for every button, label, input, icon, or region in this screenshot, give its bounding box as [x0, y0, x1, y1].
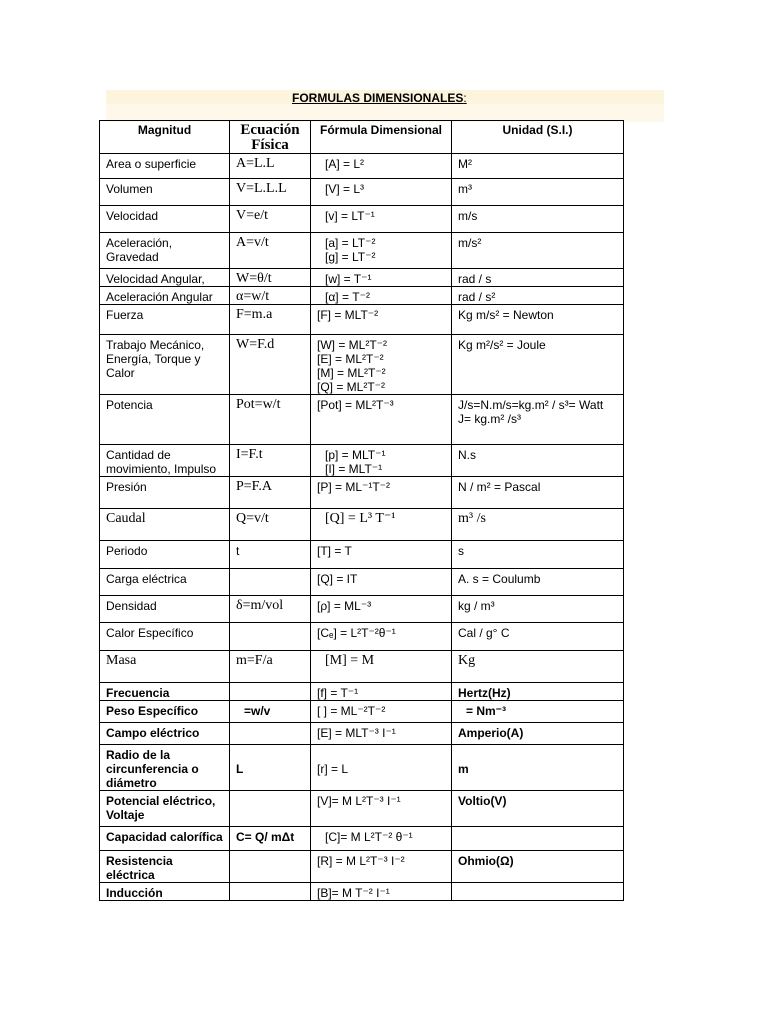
- formula-line: [w] = T⁻¹: [325, 272, 372, 286]
- cell-ecuacion: [230, 335, 311, 395]
- table-row: [100, 651, 624, 683]
- cell-magnitud: [100, 305, 230, 335]
- cell-formula: [311, 206, 452, 233]
- formula-line: [α] = T⁻²: [325, 290, 370, 304]
- cell-unidad: [452, 596, 624, 623]
- unidad-line: N.s: [458, 448, 476, 462]
- unidad-line: Kg m/s² = Newton: [458, 308, 554, 322]
- cell-magnitud: [100, 623, 230, 651]
- cell-formula: [311, 233, 452, 269]
- cell-ecuacion: [230, 206, 311, 233]
- header-formula: Fórmula Dimensional: [311, 121, 452, 154]
- cell-ecuacion: [230, 569, 311, 596]
- cell-unidad: [452, 827, 624, 851]
- ecuacion-text: Q=v/t: [236, 511, 269, 526]
- formula-line: [M] = M: [325, 653, 375, 668]
- cell-formula: [311, 883, 452, 901]
- cell-formula: [311, 287, 452, 305]
- formula-line: [Q] = IT: [317, 572, 358, 586]
- cell-magnitud: [100, 477, 230, 509]
- cell-ecuacion: [230, 477, 311, 509]
- magnitud-text: Caudal: [106, 511, 146, 526]
- cell-formula: [311, 827, 452, 851]
- cell-formula: [311, 509, 452, 541]
- cell-magnitud: [100, 651, 230, 683]
- formula-line: [P] = ML⁻¹T⁻²: [317, 480, 391, 494]
- cell-unidad: [452, 395, 624, 445]
- cell-ecuacion: [230, 827, 311, 851]
- ecuacion-text: Pot=w/t: [236, 397, 281, 412]
- cell-ecuacion: [230, 179, 311, 206]
- cell-magnitud: [100, 154, 230, 179]
- cell-unidad: [452, 269, 624, 287]
- cell-magnitud: [100, 287, 230, 305]
- cell-formula: [311, 791, 452, 827]
- cell-magnitud: [100, 827, 230, 851]
- cell-unidad: [452, 745, 624, 791]
- unidad-line: Kg: [458, 653, 476, 668]
- cell-unidad: [452, 206, 624, 233]
- formula-line: [F] = MLT⁻²: [317, 308, 379, 322]
- magnitud-text: Capacidad calorífica: [106, 830, 223, 844]
- cell-unidad: [452, 791, 624, 827]
- cell-formula: [311, 701, 452, 723]
- cell-ecuacion: [230, 305, 311, 335]
- page-title-colon: :: [463, 91, 467, 105]
- cell-formula: [311, 179, 452, 206]
- formula-line: [R] = M L²T⁻³ I⁻²: [317, 854, 405, 868]
- magnitud-text: Fuerza: [106, 308, 144, 322]
- magnitud-text: Campo eléctrico: [106, 726, 200, 740]
- magnitud-text: Masa: [106, 653, 137, 668]
- cell-magnitud: [100, 269, 230, 287]
- formula-line: [W] = ML²T⁻²: [317, 338, 387, 352]
- table-row: [100, 623, 624, 651]
- formula-line: [ρ] = ML⁻³: [317, 599, 372, 613]
- unidad-line: Ohmio(Ω): [458, 854, 514, 868]
- cell-ecuacion: [230, 791, 311, 827]
- cell-ecuacion: [230, 445, 311, 477]
- header-ecuacion: Ecuación Física: [230, 121, 311, 154]
- cell-magnitud: [100, 445, 230, 477]
- table-row: [100, 883, 624, 901]
- cell-ecuacion: [230, 287, 311, 305]
- cell-ecuacion: [230, 541, 311, 569]
- magnitud-text: Calor Específico: [106, 626, 194, 640]
- ecuacion-text: V=e/t: [236, 208, 268, 223]
- cell-formula: [311, 851, 452, 883]
- cell-unidad: [452, 623, 624, 651]
- magnitud-text: Resistencia eléctrica: [106, 854, 173, 882]
- cell-formula: [311, 723, 452, 745]
- magnitud-text: Frecuencia: [106, 686, 170, 700]
- ecuacion-text: W=θ/t: [236, 271, 272, 286]
- formula-line: [p] = MLT⁻¹: [325, 448, 386, 462]
- ecuacion-text: m=F/a: [236, 653, 273, 668]
- unidad-line: m³ /s: [458, 511, 486, 526]
- cell-ecuacion: [230, 596, 311, 623]
- ecuacion-text: t: [236, 544, 240, 558]
- ecuacion-text: W=F.d: [236, 337, 275, 352]
- cell-formula: [311, 745, 452, 791]
- magnitud-text: Area o superficie: [106, 157, 197, 171]
- cell-ecuacion: [230, 269, 311, 287]
- cell-magnitud: [100, 791, 230, 827]
- cell-magnitud: [100, 179, 230, 206]
- unidad-line: J/s=N.m/s=kg.m² / s³= Watt: [458, 398, 604, 412]
- magnitud-text: Volumen: [106, 182, 153, 196]
- magnitud-text: Velocidad: [106, 209, 159, 223]
- magnitud-text: Cantidad de movimiento, Impulso: [106, 448, 217, 476]
- unidad-line: m/s: [458, 209, 478, 223]
- unidad-line: Amperio(A): [458, 726, 524, 740]
- magnitud-text: Aceleración, Gravedad: [106, 236, 173, 264]
- cell-magnitud: [100, 851, 230, 883]
- cell-unidad: [452, 509, 624, 541]
- table-row: [100, 233, 624, 269]
- cell-ecuacion: [230, 651, 311, 683]
- magnitud-text: Trabajo Mecánico, Energía, Torque y Calor: [106, 338, 205, 380]
- cell-formula: [311, 335, 452, 395]
- table-row: [100, 596, 624, 623]
- magnitud-text: Potencial eléctrico, Voltaje: [106, 794, 216, 822]
- magnitud-text: Inducción: [106, 886, 163, 900]
- cell-ecuacion: [230, 851, 311, 883]
- table-row: [100, 477, 624, 509]
- ecuacion-text: α=w/t: [236, 289, 270, 304]
- formula-line: [Pot] = ML²T⁻³: [317, 398, 394, 412]
- page-title-text: FORMULAS DIMENSIONALES: [292, 91, 464, 105]
- magnitud-text: Aceleración Angular: [106, 290, 213, 304]
- formula-line: [I] = MLT⁻¹: [325, 462, 383, 476]
- page-title: [292, 91, 467, 105]
- formula-line: [E] = MLT⁻³ I⁻¹: [317, 726, 396, 740]
- unidad-line: J= kg.m² /s³: [458, 412, 522, 426]
- cell-unidad: [452, 154, 624, 179]
- cell-unidad: [452, 851, 624, 883]
- cell-unidad: [452, 541, 624, 569]
- ecuacion-text: I=F.t: [236, 447, 263, 462]
- formula-line: [V] = L³: [325, 182, 365, 196]
- unidad-line: M²: [458, 157, 472, 171]
- formula-line: [r] = L: [317, 762, 349, 776]
- cell-unidad: [452, 287, 624, 305]
- cell-formula: [311, 269, 452, 287]
- formula-line: [v] = LT⁻¹: [325, 209, 375, 223]
- unidad-line: rad / s: [458, 272, 492, 286]
- unidad-line: m³: [458, 182, 472, 196]
- cell-magnitud: [100, 683, 230, 701]
- table-row: [100, 541, 624, 569]
- cell-ecuacion: [230, 395, 311, 445]
- cell-formula: [311, 305, 452, 335]
- formula-line: [E] = ML²T⁻²: [317, 352, 384, 366]
- cell-formula: [311, 395, 452, 445]
- magnitud-text: Peso Específico: [106, 704, 199, 718]
- cell-unidad: [452, 335, 624, 395]
- cell-unidad: [452, 723, 624, 745]
- formula-line: [f] = T⁻¹: [317, 686, 359, 700]
- header-magnitud: Magnitud: [100, 121, 230, 154]
- cell-formula: [311, 596, 452, 623]
- ecuacion-text: L: [236, 762, 244, 776]
- cell-ecuacion: [230, 683, 311, 701]
- cell-magnitud: [100, 883, 230, 901]
- header-unidad: Unidad (S.I.): [452, 121, 624, 154]
- table-row: [100, 509, 624, 541]
- magnitud-text: Carga eléctrica: [106, 572, 187, 586]
- table-row: [100, 206, 624, 233]
- cell-unidad: [452, 233, 624, 269]
- cell-unidad: [452, 683, 624, 701]
- unidad-line: Hertz(Hz): [458, 686, 511, 700]
- magnitud-text: Periodo: [106, 544, 148, 558]
- formula-line: [C]= M L²T⁻² θ⁻¹: [325, 830, 413, 844]
- cell-unidad: [452, 569, 624, 596]
- cell-formula: [311, 569, 452, 596]
- table-row: [100, 305, 624, 335]
- cell-magnitud: [100, 745, 230, 791]
- cell-ecuacion: [230, 701, 311, 723]
- cell-unidad: [452, 445, 624, 477]
- cell-magnitud: [100, 335, 230, 395]
- table-header-row: [100, 121, 624, 154]
- cell-ecuacion: [230, 623, 311, 651]
- formula-line: [B]= M T⁻² I⁻¹: [317, 886, 390, 900]
- magnitud-text: Velocidad Angular,: [106, 272, 205, 286]
- cell-magnitud: [100, 701, 230, 723]
- formula-line: [g] = LT⁻²: [325, 250, 376, 264]
- unidad-line: kg / m³: [458, 599, 495, 613]
- ecuacion-text: F=m.a: [236, 307, 273, 322]
- table-row: [100, 335, 624, 395]
- cell-magnitud: [100, 509, 230, 541]
- cell-ecuacion: [230, 883, 311, 901]
- cell-magnitud: [100, 206, 230, 233]
- dimensional-formulas-table: [99, 120, 624, 901]
- table-row: [100, 745, 624, 791]
- table-row: [100, 269, 624, 287]
- cell-unidad: [452, 477, 624, 509]
- formula-line: [ ] = ML⁻²T⁻²: [317, 704, 386, 718]
- cell-formula: [311, 154, 452, 179]
- unidad-line: A. s = Coulumb: [458, 572, 541, 586]
- table-row: [100, 569, 624, 596]
- ecuacion-text: P=F.A: [236, 479, 272, 494]
- unidad-line: N / m² = Pascal: [458, 480, 541, 494]
- table-row: [100, 701, 624, 723]
- unidad-line: m: [458, 762, 469, 776]
- table-row: [100, 723, 624, 745]
- ecuacion-text: =w/v: [244, 704, 271, 718]
- cell-ecuacion: [230, 745, 311, 791]
- cell-magnitud: [100, 596, 230, 623]
- formula-line: [V]= M L²T⁻³ I⁻¹: [317, 794, 401, 808]
- formula-line: [T] = T: [317, 544, 352, 558]
- table-row: [100, 445, 624, 477]
- magnitud-text: Potencia: [106, 398, 153, 412]
- ecuacion-text: V=L.L.L: [236, 181, 287, 196]
- ecuacion-text: δ=m/vol: [236, 598, 284, 613]
- cell-magnitud: [100, 723, 230, 745]
- cell-magnitud: [100, 569, 230, 596]
- unidad-line: Voltio(V): [458, 794, 507, 808]
- cell-formula: [311, 445, 452, 477]
- cell-magnitud: [100, 233, 230, 269]
- table-row: [100, 179, 624, 206]
- cell-unidad: [452, 179, 624, 206]
- cell-unidad: [452, 651, 624, 683]
- cell-formula: [311, 623, 452, 651]
- magnitud-text: Radio de la circunferencia o diámetro: [106, 748, 199, 790]
- formula-line: [M] = ML²T⁻²: [317, 366, 386, 380]
- table-row: [100, 287, 624, 305]
- table-row: [100, 791, 624, 827]
- cell-formula: [311, 651, 452, 683]
- magnitud-text: Presión: [106, 480, 147, 494]
- cell-formula: [311, 477, 452, 509]
- cell-ecuacion: [230, 723, 311, 745]
- table-row: [100, 395, 624, 445]
- formula-line: [a] = LT⁻²: [325, 236, 376, 250]
- cell-ecuacion: [230, 509, 311, 541]
- cell-magnitud: [100, 395, 230, 445]
- cell-formula: [311, 683, 452, 701]
- unidad-line: = Nm⁻³: [466, 704, 507, 718]
- cell-unidad: [452, 305, 624, 335]
- table-row: [100, 154, 624, 179]
- unidad-line: Kg m²/s² = Joule: [458, 338, 546, 352]
- unidad-line: Cal / g° C: [458, 626, 510, 640]
- formula-line: [Q] = ML²T⁻²: [317, 380, 386, 394]
- magnitud-text: Densidad: [106, 599, 157, 613]
- table-row: [100, 851, 624, 883]
- cell-unidad: [452, 883, 624, 901]
- ecuacion-text: A=v/t: [236, 235, 269, 250]
- cell-magnitud: [100, 541, 230, 569]
- table-row: [100, 683, 624, 701]
- ecuacion-text: C= Q/ mΔt: [236, 830, 295, 844]
- cell-formula: [311, 541, 452, 569]
- formula-line: [A] = L²: [325, 157, 365, 171]
- cell-ecuacion: [230, 154, 311, 179]
- unidad-line: s: [458, 544, 464, 558]
- formula-line: [Cₑ] = L²T⁻²θ⁻¹: [317, 626, 396, 640]
- unidad-line: rad / s²: [458, 290, 496, 304]
- formula-line: [Q] = L³ T⁻¹: [325, 511, 396, 526]
- cell-ecuacion: [230, 233, 311, 269]
- cell-unidad: [452, 701, 624, 723]
- table-row: [100, 827, 624, 851]
- ecuacion-text: A=L.L: [236, 156, 275, 171]
- unidad-line: m/s²: [458, 236, 482, 250]
